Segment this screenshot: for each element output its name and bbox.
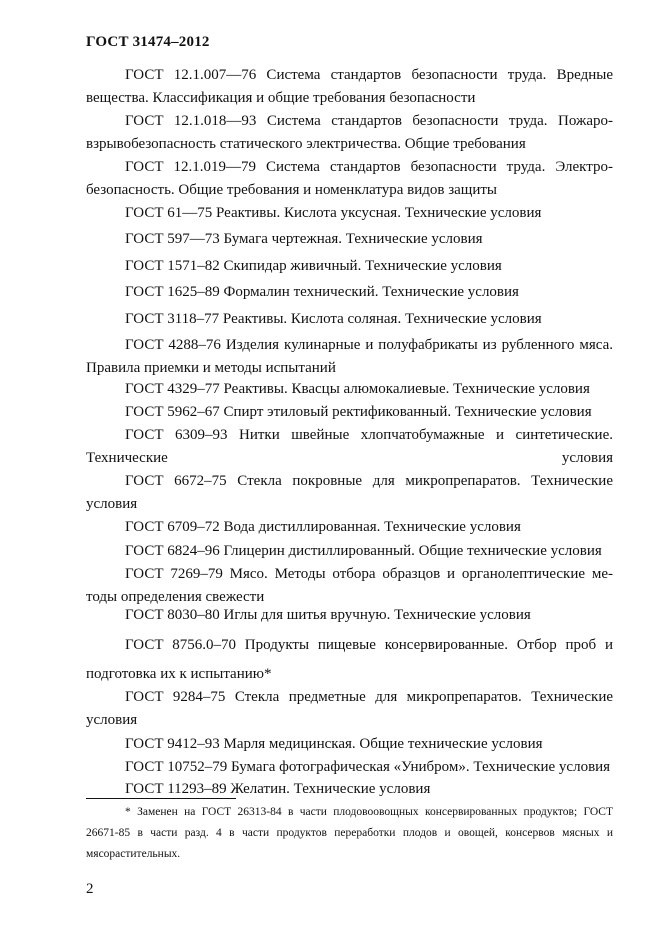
standard-reference-17: ГОСТ 8030–80 Иглы для шитья вручную. Технические условия [125,607,531,623]
standard-reference-11: ГОСТ 5962–67 Спирт этиловый ректификованный. Технические условия [125,404,592,420]
standard-reference-8: ГОСТ 3118–77 Реактивы. Кислота соляная. Технические условия [125,311,542,327]
standard-reference-5: ГОСТ 597—73 Бумага чертежная. Технические условия [125,231,483,247]
page-header: ГОСТ 31474–2012 [86,34,210,50]
standard-reference-1: ГОСТ 12.1.007—76 Система стандартов безопасности труда. Вредные вещества. Классификация и общие требования безопасности [86,67,613,106]
standard-reference-22: ГОСТ 11293–89 Желатин. Технические условия [125,781,431,797]
footnote-divider [86,798,236,799]
standard-reference-21: ГОСТ 10752–79 Бумага фотографическая «Унибром». Технические условия [125,759,611,775]
standard-reference-10: ГОСТ 4329–77 Реактивы. Квасцы алюмокалиевые. Технические условия [125,381,590,397]
standard-reference-18: ГОСТ 8756.0–70 Продукты пищевые консервированные. Отбор проб и подготовка их к испытанию* [86,637,613,682]
page-number: 2 [86,881,94,897]
standard-reference-14: ГОСТ 6709–72 Вода дистиллированная. Технические условия [125,519,521,535]
standard-reference-2: ГОСТ 12.1.018—93 Система стандартов безопасности труда. Пожаровзрывобезопасность статического электричества. Общие требования [86,113,613,152]
standard-reference-7: ГОСТ 1625–89 Формалин технический. Технические условия [125,284,519,300]
standard-reference-3: ГОСТ 12.1.019—79 Система стандартов безопасности труда. Электробезопасность. Общие требования и номенклатура видов защиты [86,159,613,198]
standard-reference-15: ГОСТ 6824–96 Глицерин дистиллированный. Общие технические условия [125,543,602,559]
standard-reference-6: ГОСТ 1571–82 Скипидар живичный. Технические условия [125,258,502,274]
standard-reference-19: ГОСТ 9284–75 Стекла предметные для микропрепаратов. Технические условия [86,689,613,728]
standard-reference-20: ГОСТ 9412–93 Марля медицинская. Общие технические условия [125,736,543,752]
standard-reference-13: ГОСТ 6672–75 Стекла покровные для микропрепаратов. Технические условия [86,473,613,512]
standard-reference-4: ГОСТ 61—75 Реактивы. Кислота уксусная. Технические условия [125,205,542,221]
standard-reference-9: ГОСТ 4288–76 Изделия кулинарные и полуфабрикаты из рубленного мяса. Правила приемки и методы испытаний [86,337,613,376]
standard-reference-12: ГОСТ 6309–93 Нитки швейные хлопчатобумажные и синтетические. Технические условия [86,427,613,466]
footnote: * Заменен на ГОСТ 26313-84 в части плодовоовощных консервированных продуктов; ГОСТ 26671-85 в части разд. 4 в части продуктов переработки плодов и овощей, консервов мясных и мясорастительных. [86,806,613,860]
standard-reference-16: ГОСТ 7269–79 Мясо. Методы отбора образцов и органолептические методы определения свежести [86,566,613,605]
